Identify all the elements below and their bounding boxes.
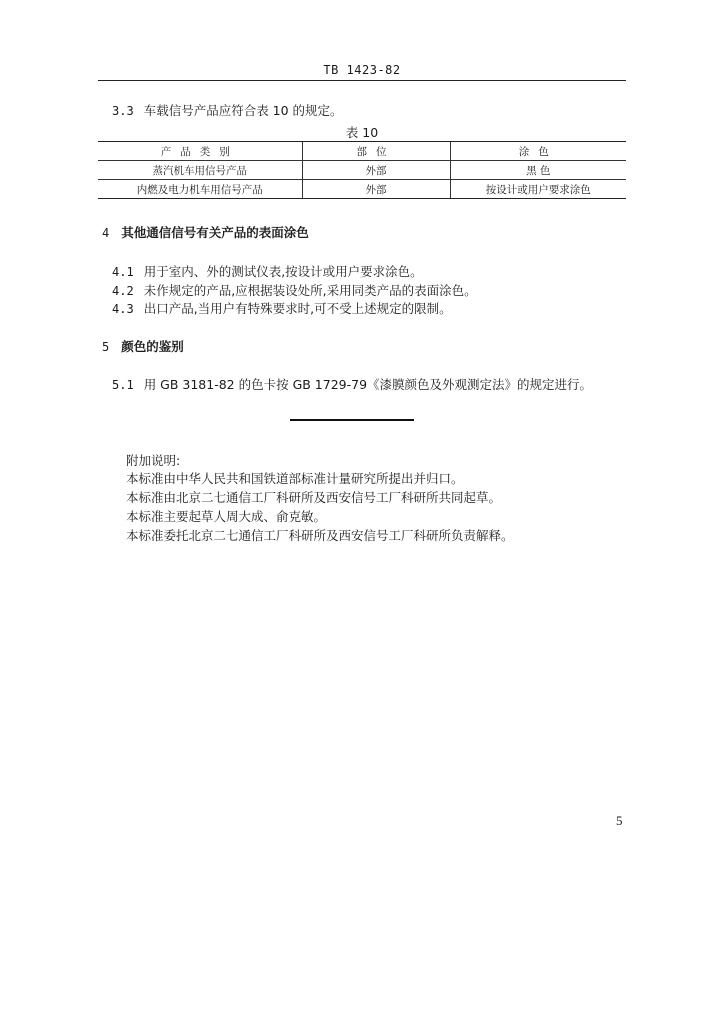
clause-4-3 [112, 299, 452, 317]
table-cell: 外部 [302, 161, 450, 180]
clause-number: 4.2 [112, 284, 134, 298]
clause-text: 用于室内、外的测试仪表,按设计或用户要求涂色。 [143, 264, 423, 279]
note-line: 本标准主要起草人周大成、俞克敏。 [126, 509, 327, 524]
table-cell: 内燃及电力机车用信号产品 [98, 180, 302, 199]
clause-5-1 [112, 375, 592, 393]
table-cell: 蒸汽机车用信号产品 [98, 161, 302, 180]
section-number: 5 [102, 340, 110, 354]
table-10 [98, 141, 626, 199]
note-line: 本标准由北京二七通信工厂科研所及西安信号工厂科研所共同起草。 [126, 490, 502, 505]
table-title: 表 10 [345, 125, 379, 140]
section-5-heading [102, 337, 184, 355]
section-4-heading [102, 223, 309, 241]
clause-text: 用 GB 3181-82 的色卡按 GB 1729-79《漆膜颜色及外观测定法》的规定进行。 [143, 377, 593, 392]
clause-3-3 [112, 101, 343, 119]
clause-number: 3.3 [112, 104, 134, 118]
section-number: 4 [102, 226, 110, 240]
section-title: 颜色的鉴别 [121, 339, 184, 354]
table-cell: 黑 色 [450, 161, 626, 180]
table-cell: 外部 [302, 180, 450, 199]
note-line: 本标准由中华人民共和国铁道部标准计量研究所提出并归口。 [126, 471, 464, 486]
section-title: 其他通信信号有关产品的表面涂色 [121, 225, 309, 240]
table-cell: 按设计或用户要求涂色 [450, 180, 626, 199]
table-row [98, 161, 626, 180]
page-number: 5 [616, 813, 623, 828]
clause-4-2 [112, 281, 477, 299]
clause-number: 5.1 [112, 378, 134, 392]
clause-number: 4.1 [112, 265, 134, 279]
clause-4-1 [112, 262, 423, 280]
header-rule [98, 80, 626, 81]
column-header-paint-color: 涂色 [450, 142, 626, 161]
clause-number: 4.3 [112, 302, 134, 316]
table-row [98, 180, 626, 199]
clause-text: 车载信号产品应符合表 10 的规定。 [143, 103, 343, 118]
clause-text: 出口产品,当用户有特殊要求时,可不受上述规定的限制。 [143, 301, 452, 316]
standard-code-header: TB 1423-82 [323, 63, 401, 77]
clause-text: 未作规定的产品,应根据装设处所,采用同类产品的表面涂色。 [143, 283, 477, 298]
column-header-product-category: 产品类别 [98, 142, 302, 161]
note-title: 附加说明: [126, 453, 181, 468]
note-line: 本标准委托北京二七通信工厂科研所及西安信号工厂科研所负责解释。 [126, 528, 514, 543]
end-divider [290, 419, 414, 421]
table-header-row [98, 142, 626, 161]
column-header-position: 部位 [302, 142, 450, 161]
